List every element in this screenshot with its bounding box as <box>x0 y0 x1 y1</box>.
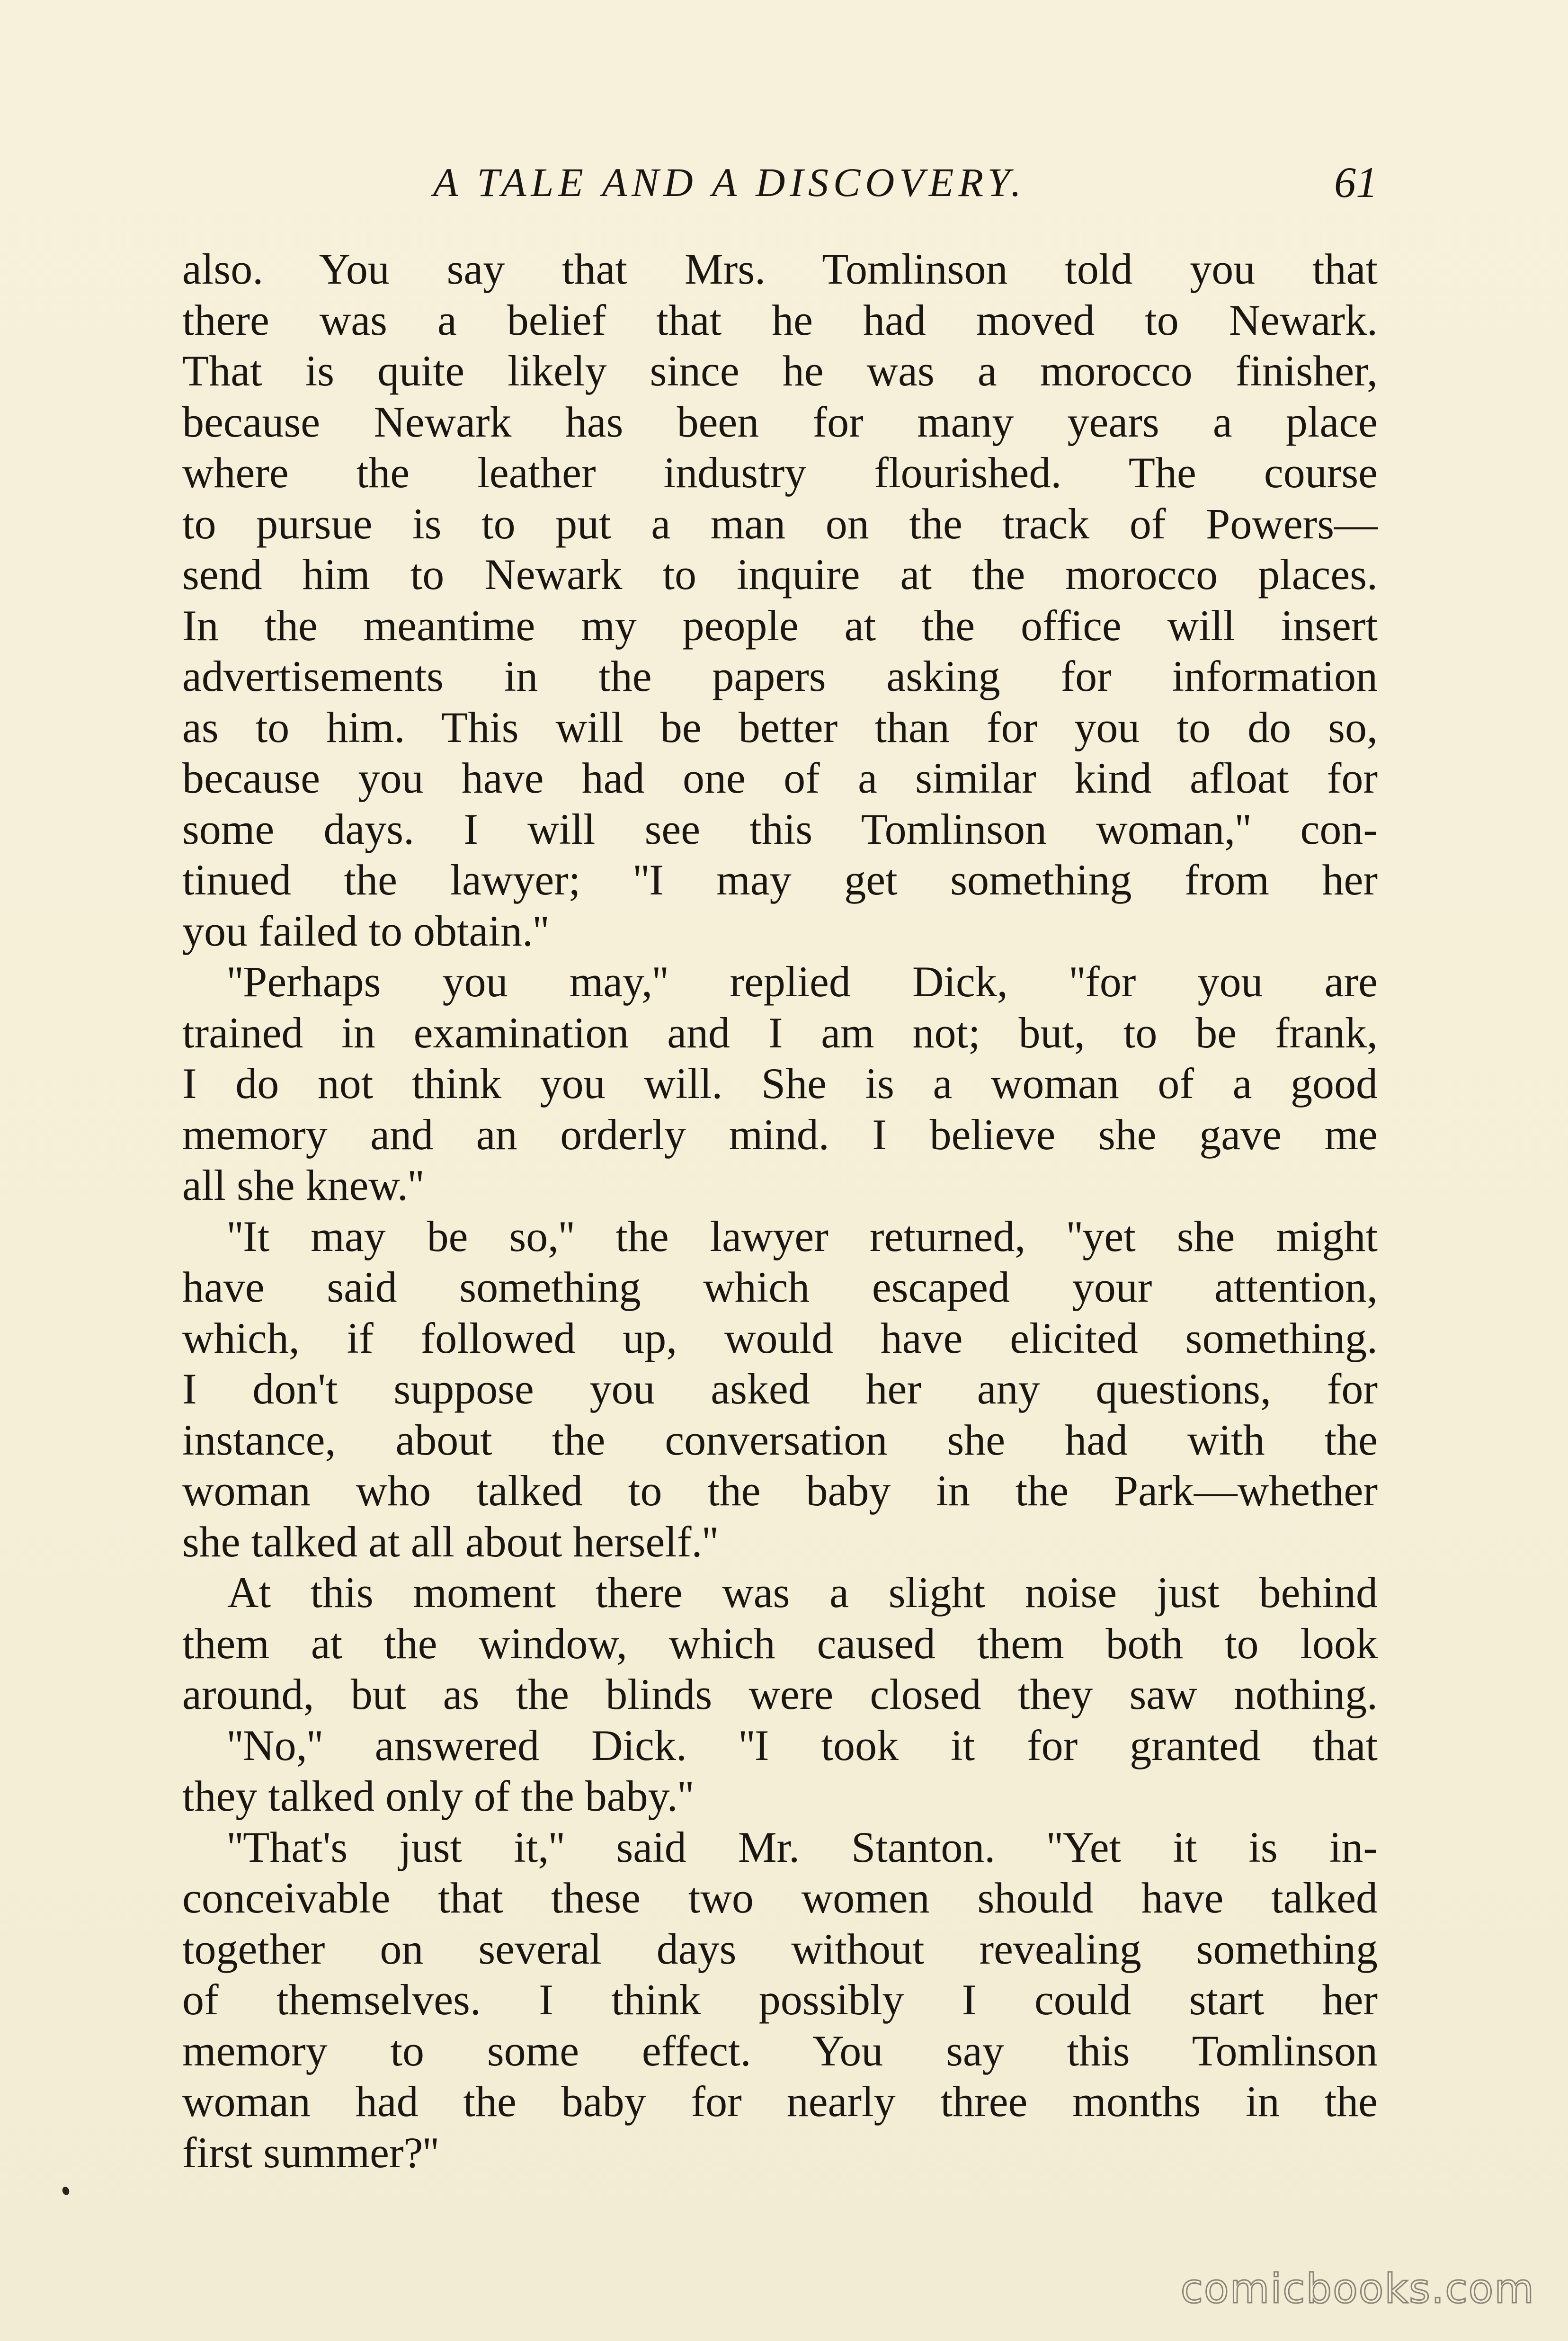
text-line: memory to some effect. You say this Tomlinson <box>182 2026 1378 2075</box>
ink-speck <box>61 2186 70 2196</box>
text-line: I don't suppose you asked her any questions, for <box>182 1365 1378 1413</box>
text-line: she talked at all about herself.'' <box>182 1517 718 1566</box>
running-head <box>185 152 1378 213</box>
text-line: ''It may be so,'' the lawyer returned, ''yet she might <box>227 1212 1378 1260</box>
text-line: conceivable that these two women should have talked <box>182 1874 1378 1922</box>
text-line: there was a belief that he had moved to Newark. <box>182 295 1378 344</box>
text-line: together on several days without revealing something <box>182 1924 1378 1973</box>
text-line: memory and an orderly mind. I believe she gave me <box>182 1110 1378 1159</box>
text-line: instance, about the conversation she had with the <box>182 1415 1378 1464</box>
text-line: ''Perhaps you may,'' replied Dick, ''for you are <box>227 957 1378 1006</box>
running-title: A TALE AND A DISCOVERY. <box>433 160 1026 205</box>
text-line: because you have had one of a similar kind afloat for <box>182 754 1378 802</box>
text-line: ''That's just it,'' said Mr. Stanton. ''Yet it is in- <box>227 1823 1378 1871</box>
watermark: comicbooks.com <box>1180 2265 1535 2313</box>
text-line: around, but as the blinds were closed they saw nothing. <box>182 1670 1378 1718</box>
text-line: also. You say that Mrs. Tomlinson told you that <box>182 245 1378 293</box>
text-line: In the meantime my people at the office will insert <box>182 601 1378 650</box>
text-line: to pursue is to put a man on the track of Powers— <box>182 499 1378 548</box>
body-text <box>182 244 1378 2178</box>
text-line: as to him. This will be better than for you to do so, <box>182 703 1378 751</box>
text-line: some days. I will see this Tomlinson woman,'' con- <box>182 804 1378 853</box>
text-line: because Newark has been for many years a place <box>182 397 1378 446</box>
text-line: where the leather industry flourished. The course <box>182 448 1378 497</box>
text-line: ''No,'' answered Dick. ''I took it for granted that <box>227 1721 1378 1769</box>
text-line: That is quite likely since he was a morocco finisher, <box>182 347 1378 395</box>
text-line: which, if followed up, would have elicited something. <box>182 1313 1378 1362</box>
text-line: At this moment there was a slight noise just behind <box>227 1568 1378 1617</box>
text-line: all she knew.'' <box>182 1161 424 1209</box>
page-number: 61 <box>1334 158 1378 206</box>
text-line: send him to Newark to inquire at the morocco places. <box>182 550 1378 599</box>
text-line: them at the window, which caused them both to look <box>182 1619 1378 1668</box>
text-line: first summer?'' <box>182 2128 439 2177</box>
text-line: I do not think you will. She is a woman of a good <box>182 1059 1378 1108</box>
text-line: tinued the lawyer; ''I may get something from her <box>182 856 1378 904</box>
text-line: you failed to obtain.'' <box>182 906 549 955</box>
text-line: woman who talked to the baby in the Park—whether <box>182 1466 1378 1515</box>
text-line: have said something which escaped your attention, <box>182 1263 1378 1311</box>
text-line: woman had the baby for nearly three months in the <box>182 2077 1378 2126</box>
text-line: advertisements in the papers asking for information <box>182 652 1378 700</box>
text-line: of themselves. I think possibly I could start her <box>182 1975 1378 2024</box>
text-line: they talked only of the baby.'' <box>182 1772 694 1820</box>
text-line: trained in examination and I am not; but, to be frank, <box>182 1008 1378 1057</box>
